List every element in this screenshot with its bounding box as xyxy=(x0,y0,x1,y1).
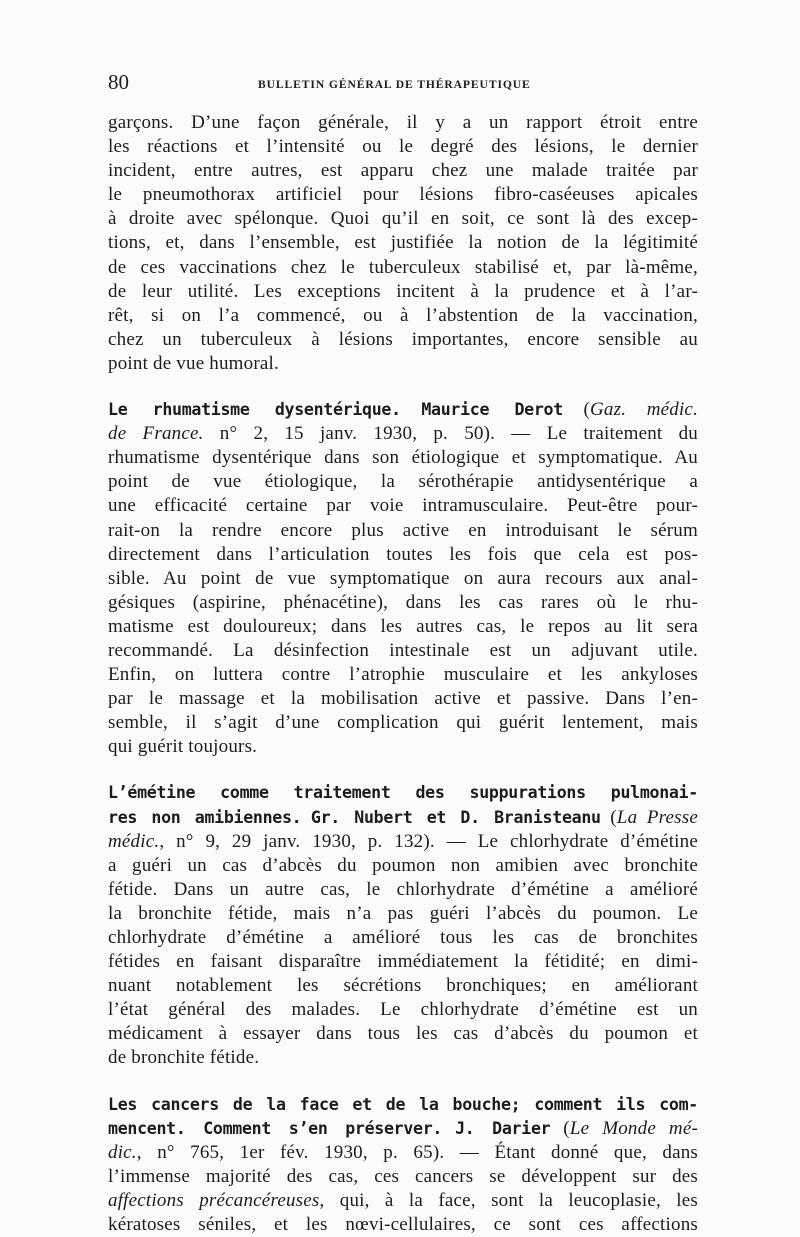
text-line: semble, il s’agit d’une complication qui guérit lentement, mais xyxy=(108,712,698,734)
text-line: médicament à essayer dans tous les cas d’abcès du poumon et xyxy=(108,1023,698,1045)
text-line: de bronchite fétide. xyxy=(108,1047,260,1069)
ref-open: ( xyxy=(610,806,617,828)
text-line: l’état général des malades. Le chlorhydrate d’émétine est un xyxy=(108,999,698,1021)
text-line: fétides en faisant disparaître immédiatement la fétidité; en dimi- xyxy=(108,951,698,973)
article-title: Les cancers de la face et de la bouche; comment ils com- xyxy=(108,1094,698,1114)
text-line: Enfin, on luttera contre l’atrophie musculaire et les ankyloses xyxy=(108,664,698,686)
journal-name: Le Monde mé- xyxy=(569,1117,698,1139)
text-line xyxy=(108,830,698,854)
ref-open: ( xyxy=(563,1117,570,1139)
article-title: L’émétine comme traitement des suppurations pulmonai- xyxy=(108,783,698,803)
text-line: incident, entre autres, est apparu chez une malade traitée par xyxy=(108,160,698,182)
text-line: de ces vaccinations chez le tuberculeux stabilisé et, par là-même, xyxy=(108,256,698,278)
journal-name: La Presse xyxy=(616,806,698,828)
article-author: J. Darier xyxy=(455,1118,551,1138)
text-line: nuant notablement les sécrétions bronchiques; en améliorant xyxy=(108,975,698,997)
article-title: Le rhumatisme dysentérique. xyxy=(108,400,401,420)
text-line: à droite avec spélonque. Quoi qu’il en soit, ce sont là des excep- xyxy=(108,208,698,230)
text-line: chez un tuberculeux à lésions importantes, encore sensible au xyxy=(108,328,698,350)
text-line: rêt, si on l’a commencé, ou à l’abstention de la vaccination, xyxy=(108,304,698,326)
text-line xyxy=(108,1141,698,1165)
text-line: rhumatisme dysentérique dans son étiologique et symptomatique. Au xyxy=(108,447,698,469)
text-line: garçons. D’une façon générale, il y a un rapport étroit entre xyxy=(108,112,698,133)
journal-name: de France. xyxy=(108,423,204,445)
text-line: l’immense majorité des cas, ces cancers se développent sur des xyxy=(108,1165,698,1187)
text-line: une efficacité certaine par voie intramusculaire. Peut-être pour- xyxy=(108,495,698,517)
text-line: qui guérit toujours. xyxy=(108,736,258,758)
journal-name: dic. xyxy=(108,1141,137,1163)
text-line: rait-on la rendre encore plus active en introduisant le sérum xyxy=(108,519,698,541)
text-line: par le massage et la mobilisation active et passive. Dans l’en- xyxy=(108,688,698,710)
text-line: a guéri un cas d’abcès du poumon non amibien avec bronchite xyxy=(108,854,698,876)
article-author: Maurice Derot xyxy=(421,400,563,420)
page-number: 80 xyxy=(108,70,129,94)
text-line: matisme est douloureux; dans les autres cas, le repos au lit sera xyxy=(108,615,698,637)
abstract-cancers-face-bouche xyxy=(108,1093,698,1237)
journal-name: Gaz. médic. xyxy=(590,399,699,421)
article-heading-line xyxy=(108,1117,698,1141)
text-line xyxy=(108,1189,698,1213)
text-line: point de vue humoral. xyxy=(108,352,279,374)
text-line: kératoses séniles, et les nœvi-cellulaires, ce sont ces affections xyxy=(108,1214,698,1236)
abstract-emetine-suppurations xyxy=(108,781,698,1070)
article-heading-line xyxy=(108,781,698,805)
text-line: directement dans l’articulation toutes les fois que cela est pos- xyxy=(108,543,698,565)
reference-details: , n° 9, 29 janv. 1930, p. 132). — Le chlorhydrate d’émétine xyxy=(159,830,698,852)
article-title: mencent. Comment s’en préserver. xyxy=(108,1118,443,1138)
text-line: la bronchite fétide, mais n’a pas guéri l’abcès du poumon. Le xyxy=(108,902,698,924)
article-heading-line xyxy=(108,398,698,422)
article-title: res non amibiennes. xyxy=(108,807,302,827)
abstract-rhumatisme-dysenterique xyxy=(108,398,698,759)
text-line: gésiques (aspirine, phénacétine), dans les cas rares où le rhu- xyxy=(108,591,698,613)
text-line: sible. Au point de vue symptomatique on aura recours aux anal- xyxy=(108,567,698,589)
text-line: recommandé. La désinfection intestinale est un adjuvant utile. xyxy=(108,639,698,661)
article-heading-line xyxy=(108,1093,698,1117)
page-body xyxy=(108,111,698,1237)
article-author: Gr. Nubert et D. Branisteanu xyxy=(310,807,601,827)
journal-name: médic. xyxy=(108,830,160,852)
text-line: les réactions et l’intensité ou le degré des lésions, le dernier xyxy=(108,136,698,158)
reference-details: , n° 765, 1er fév. 1930, p. 65). — Étant donné que, dans xyxy=(136,1141,698,1163)
emphasis: affections précancéreuses xyxy=(108,1189,320,1211)
text-line: le pneumothorax artificiel pour lésions fibro-caséeuses apicales xyxy=(108,184,698,206)
running-title: BULLETIN GÉNÉRAL DE THÉRAPEUTIQUE xyxy=(258,78,531,91)
text-line: chlorhydrate d’émétine a amélioré tous les cas de bronchites xyxy=(108,927,698,948)
reference-details: n° 2, 15 janv. 1930, p. 50). — Le traitement du xyxy=(219,423,698,445)
continuation-paragraph xyxy=(108,111,698,376)
ref-open: ( xyxy=(583,399,590,421)
text-line xyxy=(108,422,698,446)
text-line: de leur utilité. Les exceptions incitent à la prudence et à l’ar- xyxy=(108,280,698,302)
article-heading-line xyxy=(108,806,698,830)
text-line: fétide. Dans un autre cas, le chlorhydrate d’émétine a amélioré xyxy=(108,878,698,900)
text-line: point de vue étiologique, la sérothérapie antidysentérique a xyxy=(108,471,698,493)
text-segment: , qui, à la face, sont la leucoplasie, les xyxy=(319,1189,698,1211)
page-header xyxy=(108,70,698,98)
text-line: tions, et, dans l’ensemble, est justifiée la notion de la légitimité xyxy=(108,232,698,254)
